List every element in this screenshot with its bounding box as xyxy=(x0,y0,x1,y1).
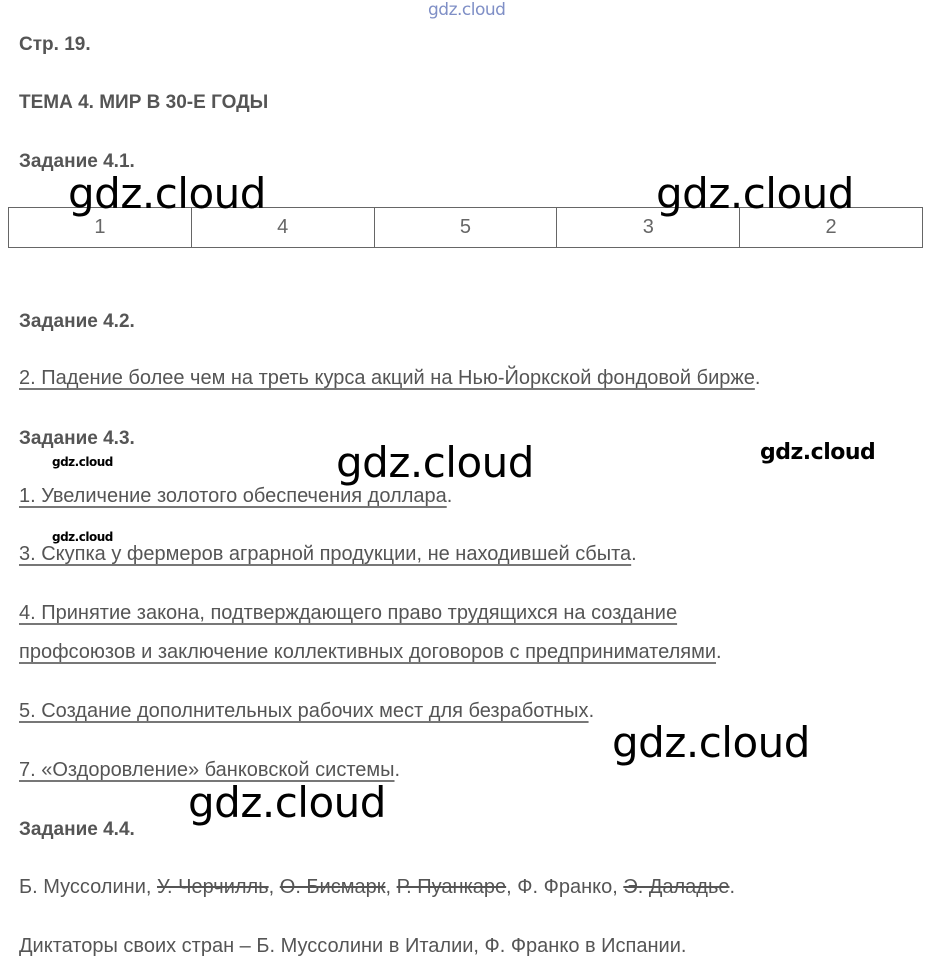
answer-end: . xyxy=(588,700,595,722)
answer-text: 3. Скупка у фермеров аграрной продукции, не находившей сбыта xyxy=(19,543,632,565)
task-4-3-answer xyxy=(19,485,452,508)
name-struck: У. Черчилль xyxy=(156,876,269,898)
answer-cell: 4 xyxy=(191,208,374,248)
separator: , xyxy=(506,876,512,898)
watermark-large: gdz.cloud xyxy=(336,438,534,487)
watermark-large: gdz.cloud xyxy=(612,718,810,767)
name-correct: Б. Муссолини, xyxy=(19,876,152,898)
task-4-3-title: Задание 4.3. xyxy=(19,428,135,449)
topic-title: ТЕМА 4. МИР В 30-Е ГОДЫ xyxy=(19,92,269,113)
answer-text: профсоюзов и заключение коллективных договоров с предпринимателями xyxy=(19,641,717,663)
task-4-2-answer xyxy=(19,367,760,390)
name-correct: Ф. Франко, xyxy=(517,876,618,898)
task-4-3-answer xyxy=(19,543,637,566)
watermark-medium: gdz.cloud xyxy=(760,440,876,465)
answer-cell: 3 xyxy=(557,208,740,248)
watermark-small: gdz.cloud xyxy=(52,455,113,469)
watermark-large: gdz.cloud xyxy=(68,169,266,218)
task-4-2-title: Задание 4.2. xyxy=(19,311,135,332)
answer-cell: 5 xyxy=(374,208,557,248)
task-4-4-conclusion: Диктаторы своих стран – Б. Муссолини в Италии, Ф. Франко в Испании. xyxy=(19,935,687,957)
task-4-4-title: Задание 4.4. xyxy=(19,819,135,840)
watermark-large: gdz.cloud xyxy=(656,169,854,218)
task-4-4-names xyxy=(19,876,735,899)
answer-text: 4. Принятие закона, подтверждающего право трудящихся на создание xyxy=(19,602,678,624)
answer-text: 2. Падение более чем на треть курса акций на Нью-Йоркской фондовой бирже xyxy=(19,367,755,389)
answer-end: . xyxy=(446,485,453,507)
answer-text: 1. Увеличение золотого обеспечения доллара xyxy=(19,485,447,507)
name-struck: Э. Даладье xyxy=(623,876,730,898)
task-4-1-title: Задание 4.1. xyxy=(19,151,135,172)
answer-end: . xyxy=(754,367,761,389)
answer-cell: 2 xyxy=(740,208,923,248)
name-struck: О. Бисмарк xyxy=(279,876,386,898)
name-struck: Р. Пуанкаре xyxy=(396,876,507,898)
page-label: Стр. 19. xyxy=(19,34,91,55)
separator: , xyxy=(385,876,392,898)
task-4-3-answer xyxy=(19,641,722,664)
answer-end: . xyxy=(716,641,722,663)
answer-text: 7. «Оздоровление» банковской системы xyxy=(19,759,395,781)
answer-end: . xyxy=(394,759,401,781)
answer-end: . xyxy=(631,543,637,565)
separator: , xyxy=(268,876,275,898)
task-4-3-answer xyxy=(19,700,594,723)
answer-text: 5. Создание дополнительных рабочих мест для безработных xyxy=(19,700,589,722)
watermark-small: gdz.cloud xyxy=(52,530,113,544)
line-end: . xyxy=(729,876,736,898)
answer-cell: 1 xyxy=(9,208,192,248)
watermark-large: gdz.cloud xyxy=(188,778,386,827)
top-watermark: gdz.cloud xyxy=(428,0,506,20)
task-4-3-answer xyxy=(19,602,677,625)
